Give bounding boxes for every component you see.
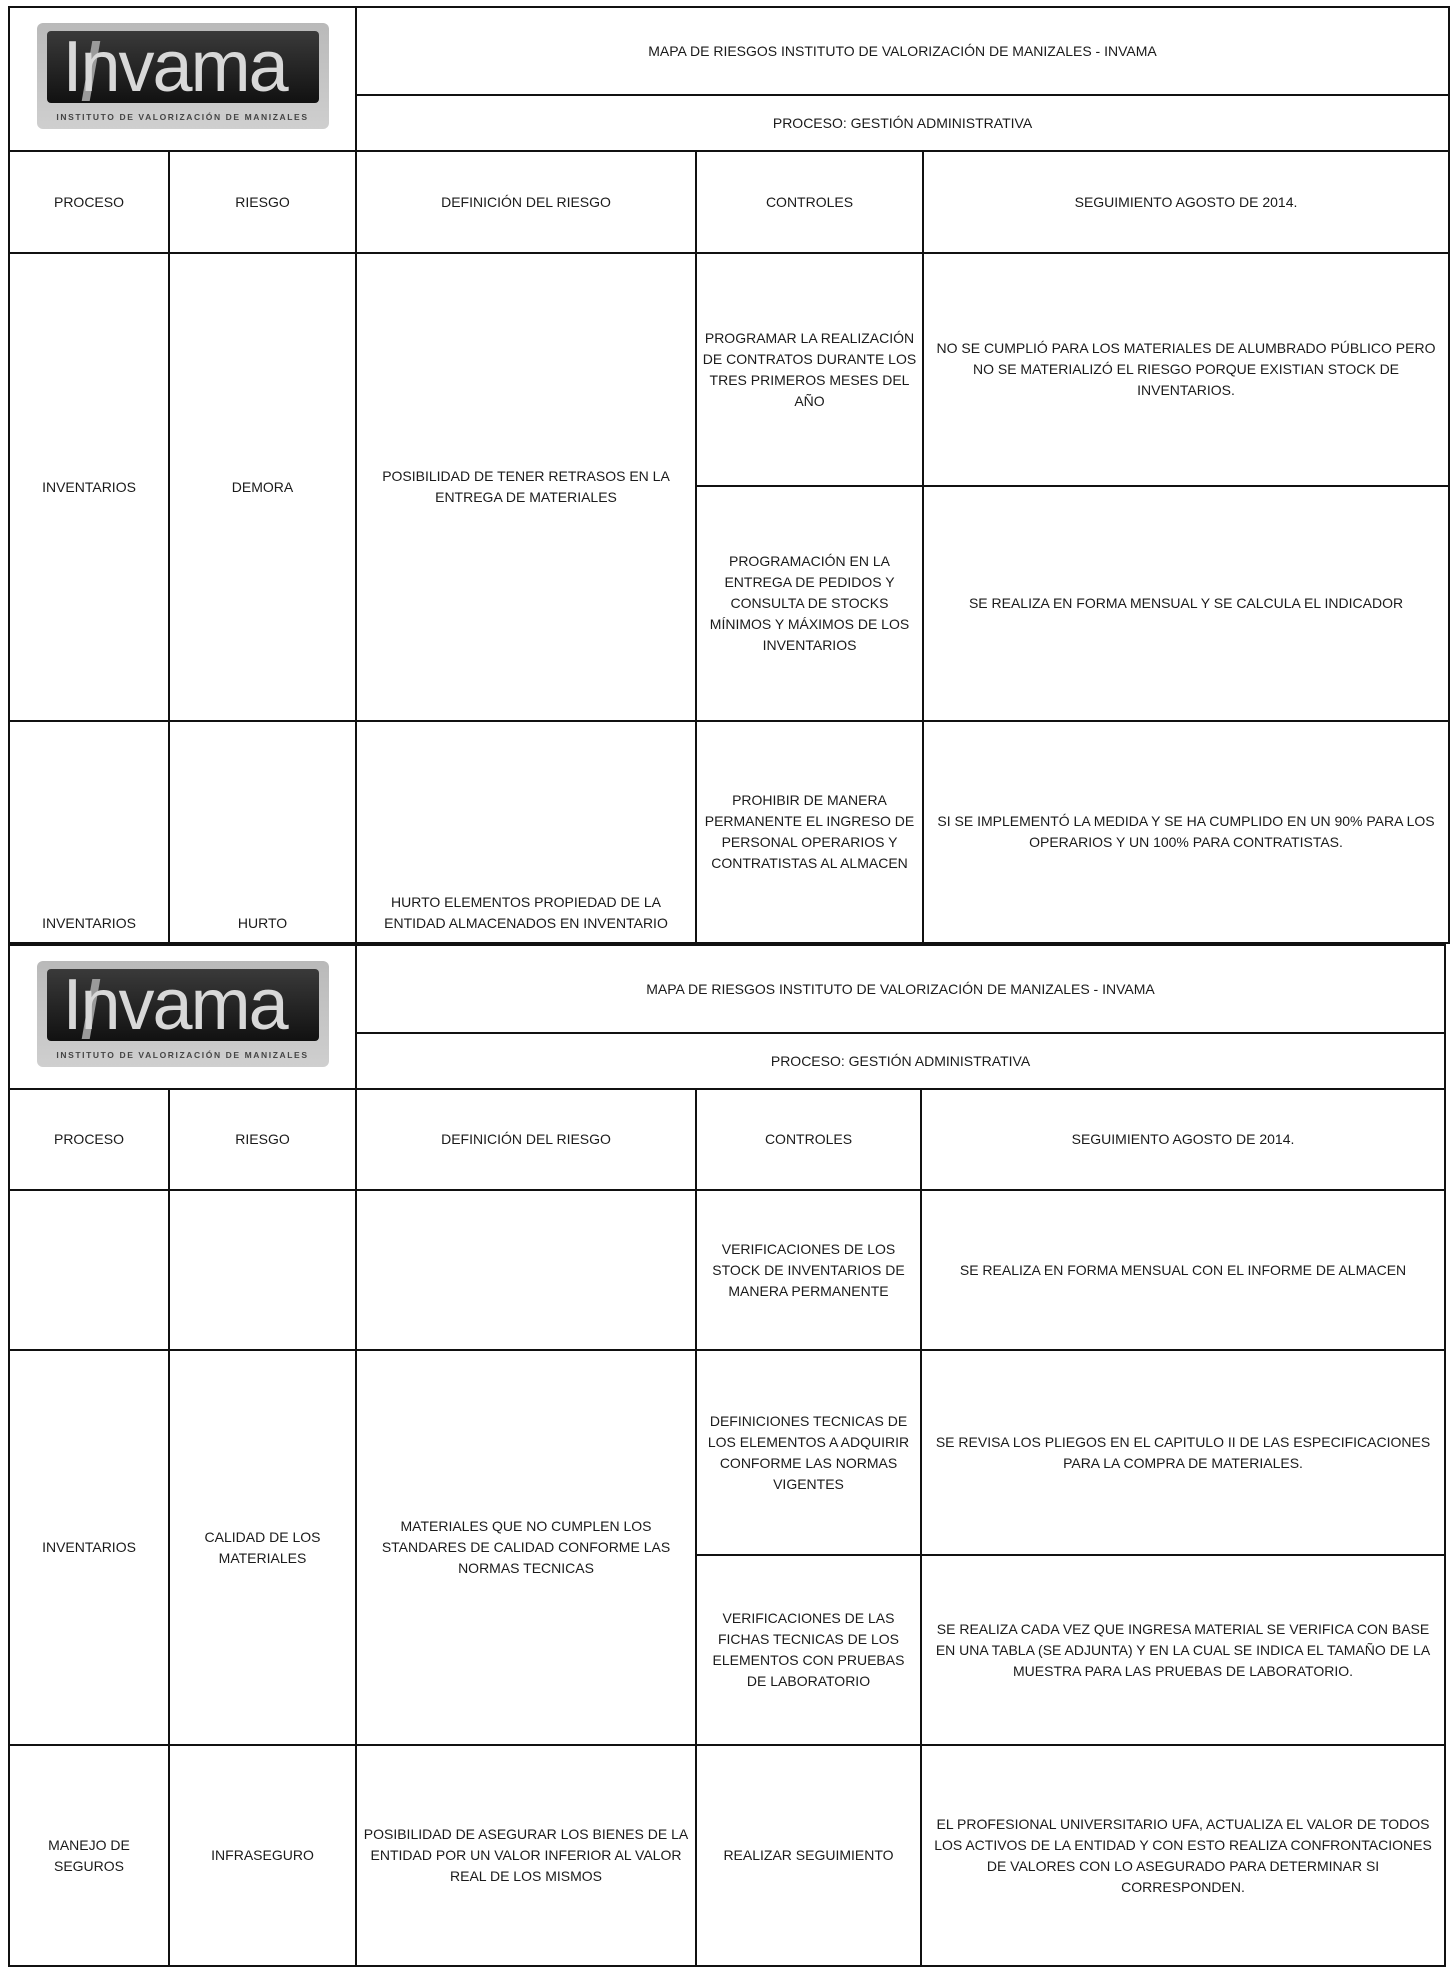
cell-definicion: POSIBILIDAD DE ASEGURAR LOS BIENES DE LA ENTIDAD POR UN VALOR INFERIOR AL VALOR REAL DE LOS MISMOS (356, 1745, 696, 1966)
cell-control: VERIFICACIONES DE LAS FICHAS TECNICAS DE LOS ELEMENTOS CON PRUEBAS DE LABORATORIO (696, 1555, 921, 1745)
invama-logo: Invama INSTITUTO DE VALORIZACIÓN DE MANIZALES (37, 961, 329, 1067)
cell-definicion: POSIBILIDAD DE TENER RETRASOS EN LA ENTREGA DE MATERIALES (356, 253, 696, 721)
cell-riesgo (169, 1190, 356, 1350)
header-proceso: PROCESO (9, 1089, 169, 1190)
cell-seguimiento: SE REVISA LOS PLIEGOS EN EL CAPITULO II DE LAS ESPECIFICACIONES PARA LA COMPRA DE MATERIALES. (921, 1350, 1445, 1555)
cell-riesgo: DEMORA (169, 253, 356, 721)
cell-control: DEFINICIONES TECNICAS DE LOS ELEMENTOS A ADQUIRIR CONFORME LAS NORMAS VIGENTES (696, 1350, 921, 1555)
cell-riesgo: CALIDAD DE LOS MATERIALES (169, 1350, 356, 1745)
process-label: PROCESO: GESTIÓN ADMINISTRATIVA (356, 95, 1449, 151)
cell-proceso: INVENTARIOS (9, 1350, 169, 1745)
cell-control: REALIZAR SEGUIMIENTO (696, 1745, 921, 1966)
cell-proceso: MANEJO DE SEGUROS (9, 1745, 169, 1966)
header-riesgo: RIESGO (169, 1089, 356, 1190)
header-seguimiento: SEGUIMIENTO AGOSTO DE 2014. (921, 1089, 1445, 1190)
document-title: MAPA DE RIESGOS INSTITUTO DE VALORIZACIÓN DE MANIZALES - INVAMA (356, 945, 1445, 1033)
header-controles: CONTROLES (696, 1089, 921, 1190)
cell-seguimiento: SE REALIZA CADA VEZ QUE INGRESA MATERIAL SE VERIFICA CON BASE EN UNA TABLA (SE ADJUNTA) Y EN LA CUAL SE INDICA EL TAMAÑO DE LA MUESTRA PARA LAS PRUEBAS DE LABORATORIO. (921, 1555, 1445, 1745)
cell-seguimiento: EL PROFESIONAL UNIVERSITARIO UFA, ACTUALIZA EL VALOR DE TODOS LOS ACTIVOS DE LA ENTIDAD Y CON ESTO REALIZA CONFRONTACIONES DE VALORES CON LO ASEGURADO PARA DETERMINAR SI CORRESPONDEN. (921, 1745, 1445, 1966)
cell-seguimiento: NO SE CUMPLIÓ PARA LOS MATERIALES DE ALUMBRADO PÚBLICO PERO NO SE MATERIALIZÓ EL RIESGO PORQUE EXISTIAN STOCK DE INVENTARIOS. (923, 253, 1449, 486)
header-controles: CONTROLES (696, 151, 923, 253)
cell-riesgo: HURTO (169, 721, 356, 943)
cell-definicion (356, 1190, 696, 1350)
cell-control: PROHIBIR DE MANERA PERMANENTE EL INGRESO DE PERSONAL OPERARIOS Y CONTRATISTAS AL ALMACEN (696, 721, 923, 943)
cell-seguimiento: SE REALIZA EN FORMA MENSUAL Y SE CALCULA EL INDICADOR (923, 486, 1449, 721)
process-label: PROCESO: GESTIÓN ADMINISTRATIVA (356, 1033, 1445, 1089)
document-title: MAPA DE RIESGOS INSTITUTO DE VALORIZACIÓN DE MANIZALES - INVAMA (356, 7, 1449, 95)
header-proceso: PROCESO (9, 151, 169, 253)
cell-definicion: HURTO ELEMENTOS PROPIEDAD DE LA ENTIDAD ALMACENADOS EN INVENTARIO (356, 721, 696, 943)
cell-definicion: MATERIALES QUE NO CUMPLEN LOS STANDARES DE CALIDAD CONFORME LAS NORMAS TECNICAS (356, 1350, 696, 1745)
cell-control: PROGRAMACIÓN EN LA ENTREGA DE PEDIDOS Y CONSULTA DE STOCKS MÍNIMOS Y MÁXIMOS DE LOS INVENTARIOS (696, 486, 923, 721)
cell-control: PROGRAMAR LA REALIZACIÓN DE CONTRATOS DURANTE LOS TRES PRIMEROS MESES DEL AÑO (696, 253, 923, 486)
risk-map-sheet-1 (8, 6, 1450, 944)
header-definicion: DEFINICIÓN DEL RIESGO (356, 151, 696, 253)
cell-riesgo: INFRASEGURO (169, 1745, 356, 1966)
cell-control: VERIFICACIONES DE LOS STOCK DE INVENTARIOS DE MANERA PERMANENTE (696, 1190, 921, 1350)
header-seguimiento: SEGUIMIENTO AGOSTO DE 2014. (923, 151, 1449, 253)
cell-proceso: INVENTARIOS (9, 253, 169, 721)
header-definicion: DEFINICIÓN DEL RIESGO (356, 1089, 696, 1190)
logo-cell (9, 7, 356, 151)
cell-proceso (9, 1190, 169, 1350)
header-riesgo: RIESGO (169, 151, 356, 253)
cell-seguimiento: SE REALIZA EN FORMA MENSUAL CON EL INFORME DE ALMACEN (921, 1190, 1445, 1350)
logo-cell (9, 945, 356, 1089)
invama-logo: Invama INSTITUTO DE VALORIZACIÓN DE MANIZALES (37, 23, 329, 129)
cell-seguimiento: SI SE IMPLEMENTÓ LA MEDIDA Y SE HA CUMPLIDO EN UN 90% PARA LOS OPERARIOS Y UN 100% PARA CONTRATISTAS. (923, 721, 1449, 943)
risk-map-sheet-2 (8, 944, 1446, 1967)
cell-proceso: INVENTARIOS (9, 721, 169, 943)
